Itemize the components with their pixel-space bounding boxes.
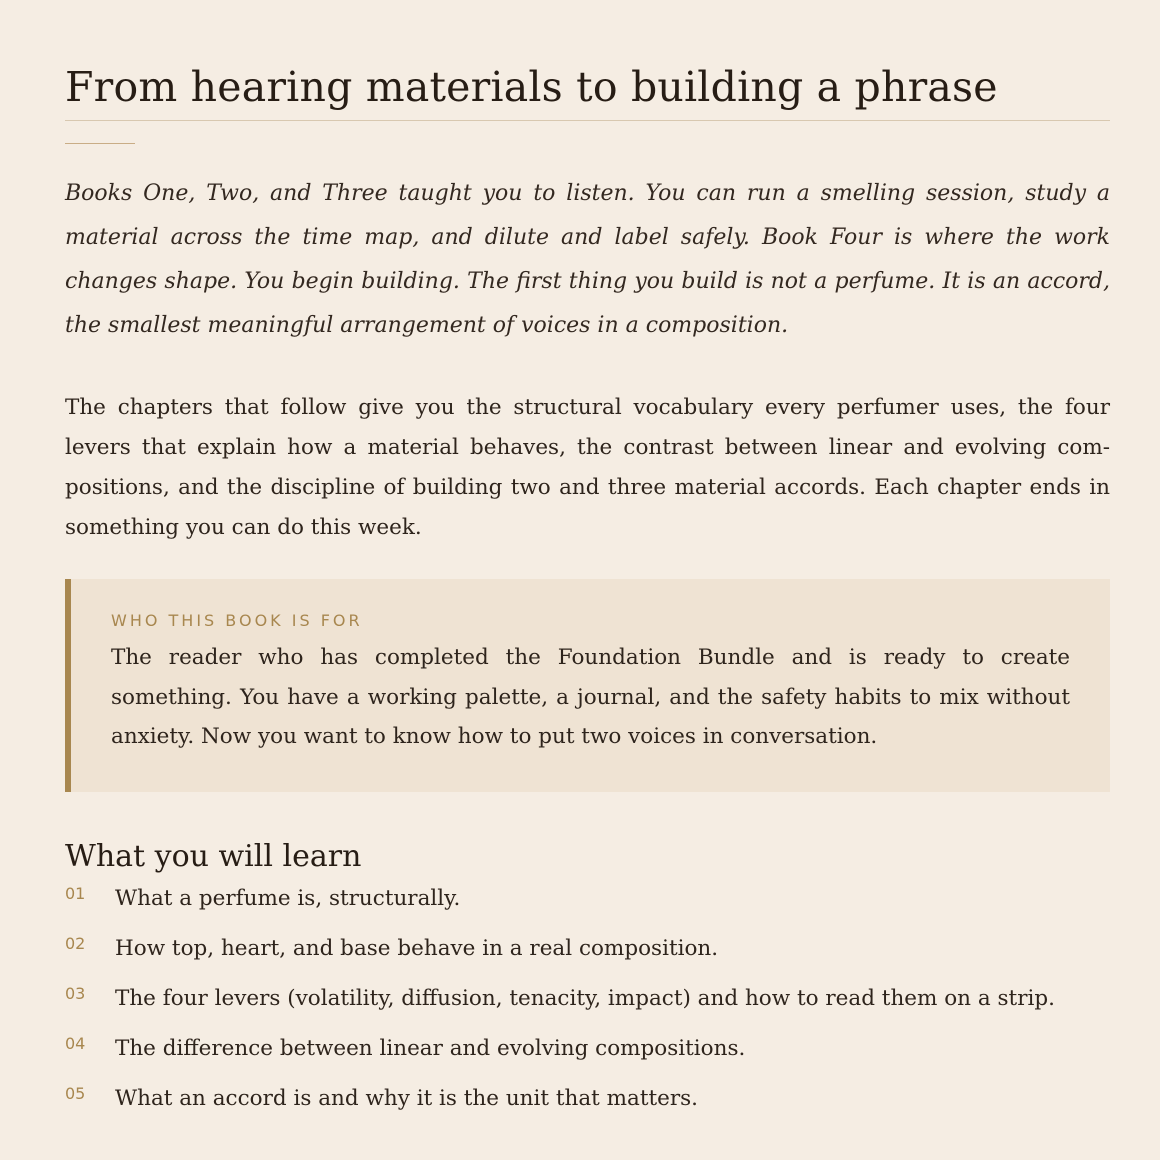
item-text: The difference between linear and evolving compositions. (115, 1036, 746, 1061)
page-title: From hearing materials to building a phrase (65, 58, 1110, 121)
list-item (65, 1086, 1110, 1136)
callout-label: WHO THIS BOOK IS FOR (111, 611, 363, 630)
item-text: The four levers (volatility, diffusion, tenacity, impact) and how to read them on a strip. (115, 986, 1055, 1011)
item-number: 02 (65, 934, 86, 953)
item-number: 01 (65, 884, 86, 903)
audience-callout (65, 579, 1110, 792)
item-number: 03 (65, 984, 86, 1003)
title-accent-rule (65, 143, 135, 144)
item-number: 05 (65, 1084, 86, 1103)
lead-paragraph: Books One, Two, and Three taught you to listen. You can run a smelling session, study a material across the time map, and dilute and label safely. Book Four is where the work changes shape. You begin building. The first thing you build is not a perfume. It is an accord, the smallest meaningful arrangement of voices in a composition. (65, 181, 1110, 338)
learn-list (65, 886, 1110, 1136)
list-item (65, 986, 1110, 1036)
item-text: What an accord is and why it is the unit that matters. (115, 1086, 699, 1111)
intro-paragraph: The chapters that follow give you the structural vocabulary every perfumer uses, the four levers that explain how a material behaves, the contrast between linear and evolving compositions, and the discipline of building two and three material accords. Each chapter ends in something you can do this week. (65, 395, 1110, 540)
item-number: 04 (65, 1034, 86, 1053)
callout-text: The reader who has completed the Foundation Bundle and is ready to create something. You have a working palette, a journal, and the safety habits to mix without anxiety. Now you want to know how to put two voices in conversation. (111, 645, 1070, 749)
item-text: What a perfume is, structurally. (115, 886, 461, 911)
item-text: How top, heart, and base behave in a real composition. (115, 936, 719, 961)
learn-heading: What you will learn (65, 839, 362, 874)
list-item (65, 886, 1110, 936)
list-item (65, 1036, 1110, 1086)
list-item (65, 936, 1110, 986)
